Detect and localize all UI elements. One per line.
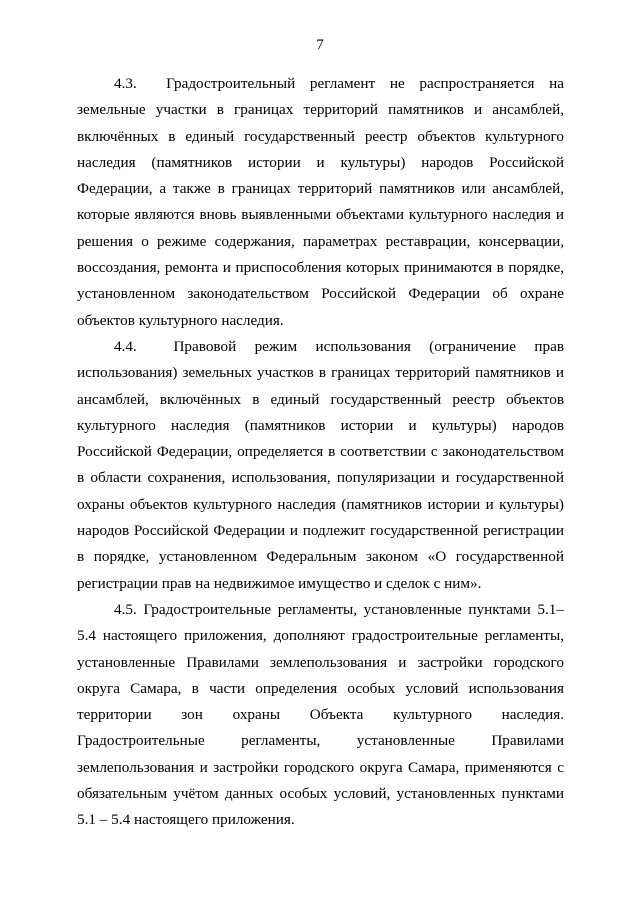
paragraph-4-3: [77, 71, 564, 334]
paragraph-text: Правовой режим использования (ограничение прав использования) земельных участков в границах территорий памятников и ансамблей, включённых в единый государственный реестр объектов культурного наследия (памятников истории и культуры) народов Российской Федерации, определяется в соответствии с законодательством в области сохранения, использования, популяризации и государственной охраны объектов культурного наследия (памятников истории и культуры) народов Российской Федерации и подлежит государственной регистрации в порядке, установленном Федеральным законом «О государственной регистрации прав на недвижимое имущество и сделок с ним».: [77, 337, 564, 592]
paragraph-4-5: [77, 597, 564, 834]
page-number: 7: [316, 37, 324, 53]
paragraph-text: Градостроительные регламенты, установленные пунктами 5.1–5.4 настоящего приложения, дополняют градостроительные регламенты, установленные Правилами землепользования и застройки городского округа Самара, в части определения особых условий использования территории зон охраны Объекта культурного наследия. Градостроительные регламенты, установленные Правилами землепользования и застройки городского округа Самара, применяются с обязательным учётом данных особых условий, установленных пунктами 5.1 – 5.4 настоящего приложения.: [77, 600, 564, 829]
paragraph-text: Градостроительный регламент не распространяется на земельные участки в границах территорий памятников и ансамблей, включённых в единый государственный реестр объектов культурного наследия (памятников истории и культуры) народов Российской Федерации, а также в границах территорий памятников или ансамблей, которые являются вновь выявленными объектами культурного наследия и решения о режиме содержания, параметрах реставрации, консервации, воссоздания, ремонта и приспособления которых принимаются в порядке, установленном законодательством Российской Федерации об охране объектов культурного наследия.: [77, 75, 565, 329]
paragraph-number: 4.5.: [114, 600, 137, 618]
document-body: [77, 71, 564, 834]
paragraph-4-4: [77, 334, 564, 597]
paragraph-number: 4.3.: [114, 75, 137, 92]
paragraph-number: 4.4.: [114, 337, 137, 355]
